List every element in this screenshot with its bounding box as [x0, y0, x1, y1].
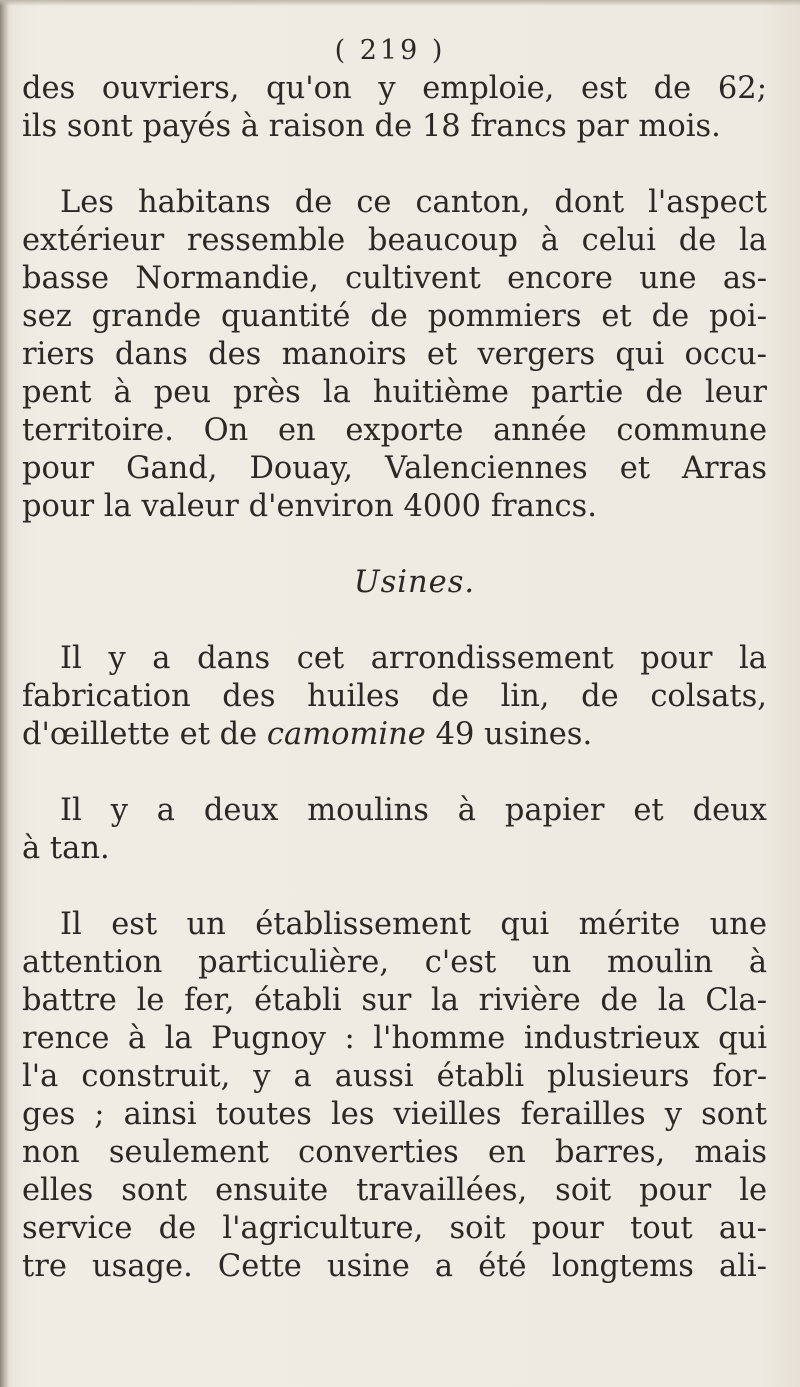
paragraph-moulins: [22, 792, 767, 868]
text-line: Il y a dans cet arrondissement pour la: [60, 641, 767, 676]
text-line: elles sont ensuite travaillées, soit pour le: [22, 1173, 767, 1208]
text-line: attention particulière, c'est un moulin à: [22, 945, 767, 980]
page-top-shadow: [0, 0, 800, 6]
text-line: pent à peu près la huitième partie de leur: [22, 375, 767, 410]
text-line: non seulement converties en barres, mais: [22, 1135, 767, 1170]
page-number: ( 219 ): [334, 35, 446, 66]
text-line: battre le fer, établi sur la rivière de la Cla-: [22, 983, 767, 1018]
text-fragment: d'œillette et de: [22, 717, 267, 752]
paragraph-continuation: [22, 70, 767, 146]
text-fragment: 49 usines.: [425, 717, 593, 752]
text-line: basse Normandie, cultivent encore une as-: [22, 261, 767, 296]
text-line: ils sont payés à raison de 18 francs par mois.: [22, 109, 721, 144]
text-line: extérieur ressemble beaucoup à celui de la: [22, 223, 767, 258]
text-line: Il y a deux moulins à papier et deux: [60, 793, 767, 828]
paragraph-gap: [22, 602, 767, 640]
paragraph-usines: [22, 640, 767, 754]
paragraph-gap: [22, 526, 767, 564]
paragraph-habitans: [22, 184, 767, 526]
italic-term: camomine: [266, 717, 426, 752]
body-text: [22, 70, 767, 1286]
text-line: sez grande quantité de pommiers et de poi-: [22, 299, 767, 334]
text-line: service de l'agriculture, soit pour tout au-: [22, 1211, 767, 1246]
text-line: l'a construit, y a aussi établi plusieurs for-: [22, 1059, 767, 1094]
text-line: ges ; ainsi toutes les vieilles ferailles y sont: [22, 1097, 767, 1132]
text-line: territoire. On en exporte année commune: [22, 413, 767, 448]
text-line: à tan.: [22, 831, 110, 866]
text-line: Les habitans de ce canton, dont l'aspect: [60, 185, 767, 220]
paragraph-gap: [22, 146, 767, 184]
page-binding-shadow: [0, 0, 9, 1387]
text-line: fabrication des huiles de lin, de colsats,: [22, 679, 767, 714]
text-line: pour la valeur d'environ 4000 francs.: [22, 489, 597, 524]
paragraph-etablissement: [22, 906, 767, 1286]
text-line: des ouvriers, qu'on y emploie, est de 62;: [22, 71, 767, 106]
text-line: pour Gand, Douay, Valenciennes et Arras: [22, 451, 767, 486]
text-line: rence à la Pugnoy : l'homme industrieux qui: [22, 1021, 767, 1056]
text-line: tre usage. Cette usine a été longtems ali-: [22, 1249, 767, 1284]
text-line: [22, 716, 767, 754]
section-heading: Usines.: [353, 565, 476, 600]
text-line: riers dans des manoirs et vergers qui occu-: [22, 337, 767, 372]
text-line: Il est un établissement qui mérite une: [60, 907, 767, 942]
paragraph-gap: [22, 868, 767, 906]
paragraph-gap: [22, 754, 767, 792]
